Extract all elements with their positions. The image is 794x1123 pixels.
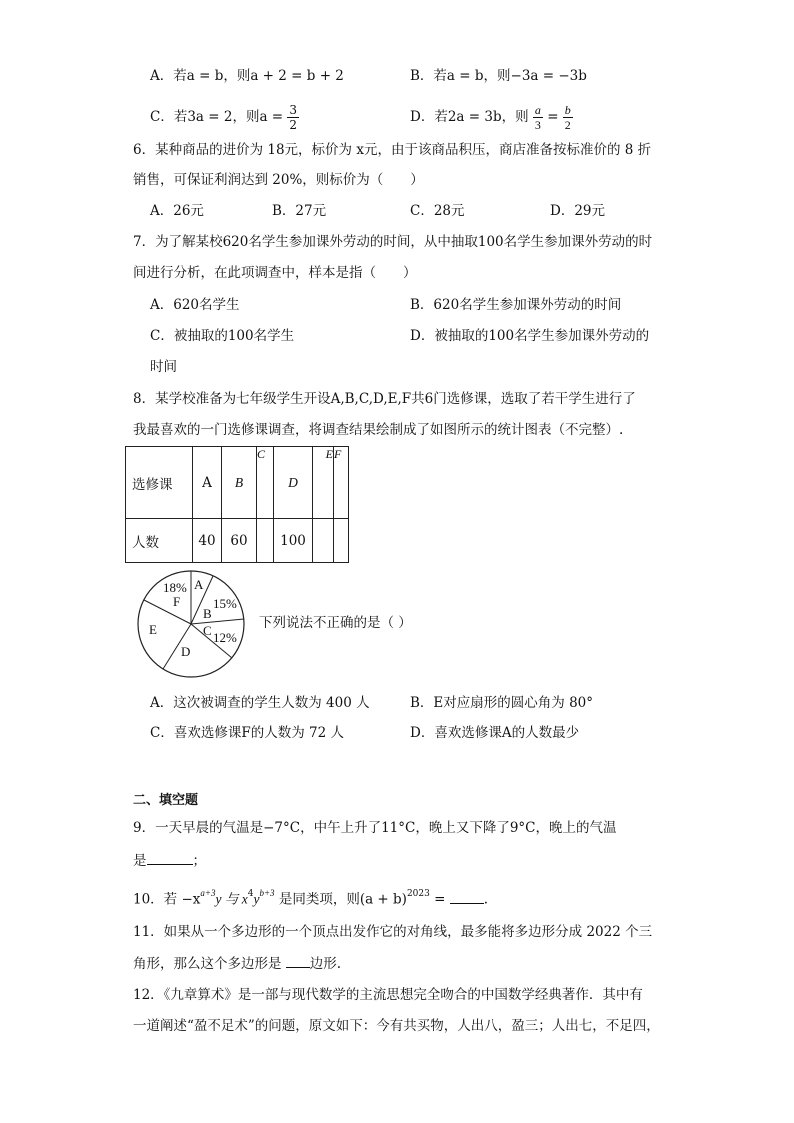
q6-option-d: D．29元 bbox=[550, 203, 606, 219]
pie-label-a: A bbox=[194, 577, 204, 592]
table-cell-f-count bbox=[334, 519, 349, 563]
equals-sign: = bbox=[547, 109, 559, 125]
fraction-numerator: a bbox=[534, 103, 541, 117]
q6-option-b: B．27元 bbox=[272, 203, 327, 219]
table-cell-a-count: 40 bbox=[193, 519, 222, 563]
fraction-denominator: 2 bbox=[289, 118, 298, 132]
q9-line2-text: 是 bbox=[133, 853, 147, 869]
q5-option-d bbox=[410, 100, 573, 134]
fraction-denominator: 2 bbox=[564, 118, 571, 132]
q8-option-d: D．喜欢选修课A的人数最少 bbox=[410, 725, 580, 741]
pie-label-c: C bbox=[203, 623, 212, 638]
q5-option-d-fraction-left bbox=[533, 103, 543, 132]
q10-prefix: 10．若 −x bbox=[133, 891, 201, 908]
table-header-course: 选修课 bbox=[126, 447, 193, 519]
q7-option-d: D．被抽取的100名学生参加课外劳动的 bbox=[410, 328, 650, 344]
section-title-fill-in: 二、填空题 bbox=[133, 793, 199, 808]
table-header-e: E bbox=[313, 447, 334, 519]
q12-stem-line1: 12．《九章算术》是一部与现代数学的主流思想完全吻合的中国数学经典著作．其中有 bbox=[133, 987, 643, 1003]
q10-exponent-2: 4 bbox=[247, 889, 254, 899]
q7-option-c: C．被抽取的100名学生 bbox=[150, 328, 295, 344]
q8-stem-line2: 我最喜欢的一门选修课调查，将调查结果绘制成了如图所示的统计图表（不完整）. bbox=[133, 422, 624, 438]
table-header-d: D bbox=[274, 447, 313, 519]
q5-option-c-text: C．若3a = 2，则a = bbox=[150, 109, 284, 125]
q10-term-3: 是同类项，则(a + b) bbox=[274, 891, 407, 908]
pie-label-f: F bbox=[173, 594, 181, 609]
q10-equals: = bbox=[429, 891, 446, 908]
q6-option-a: A．26元 bbox=[150, 203, 204, 219]
answer-blank bbox=[450, 889, 484, 904]
q6-stem-line2: 销售，可保证利润达到 20%，则标价为（ ） bbox=[133, 172, 424, 188]
q6-option-c: C．28元 bbox=[410, 203, 465, 219]
q10-exponent-3: b+3 bbox=[259, 888, 275, 898]
q5-option-d-text: D．若2a = 3b，则 bbox=[410, 109, 529, 125]
pie-label-d: D bbox=[181, 644, 191, 659]
table-cell-e-count bbox=[313, 519, 334, 563]
q9-stem-line2 bbox=[133, 850, 206, 871]
q9-stem-line1: 9．一天早晨的气温是−7°C，中午上升了11°C，晚上又下降了9°C，晚上的气温 bbox=[133, 820, 617, 836]
table-cell-d-count: 100 bbox=[274, 519, 313, 563]
answer-blank bbox=[286, 953, 310, 968]
elective-count-table bbox=[125, 446, 349, 563]
q11-stem-line1: 11．如果从一个多边形的一个顶点出发作它的对角线，最多能将多边形分成 2022 个三 bbox=[133, 924, 653, 940]
q8-option-c: C．喜欢选修课F的人数为 72 人 bbox=[150, 725, 344, 741]
q9-line2-end: ； bbox=[192, 853, 206, 869]
elective-pie-chart bbox=[128, 568, 258, 680]
q7-option-a: A．620名学生 bbox=[150, 297, 240, 313]
q5-option-a: A．若a = b，则a + 2 = b + 2 bbox=[150, 68, 344, 84]
q8-option-a: A．这次被调查的学生人数为 400 人 bbox=[150, 695, 370, 711]
pie-label-e: E bbox=[149, 622, 157, 637]
q5-option-d-fraction-right bbox=[563, 103, 573, 132]
q10-exponent-1: a+3 bbox=[200, 888, 216, 898]
q5-option-c-fraction bbox=[287, 103, 299, 132]
q6-stem-line1: 6．某种商品的进价为 18元，标价为 x元，由于该商品积压，商店准备按标准价的 8 折 bbox=[133, 142, 652, 158]
answer-blank bbox=[147, 850, 193, 865]
q7-option-d-continued: 时间 bbox=[150, 359, 177, 375]
q12-stem-line2: 一道阐述“盈不足术”的问题，原文如下：今有共买物，人出八，盈三；人出七，不足四， bbox=[133, 1018, 660, 1034]
fraction-numerator: 3 bbox=[289, 103, 298, 117]
pie-label-18pct: 18% bbox=[163, 580, 187, 595]
table-cell-b-count: 60 bbox=[222, 519, 257, 563]
fraction-denominator: 3 bbox=[534, 118, 541, 132]
pie-label-15pct: 15% bbox=[213, 596, 237, 611]
table-header-a: A bbox=[193, 447, 222, 519]
pie-label-12pct: 12% bbox=[213, 630, 237, 645]
q5-option-c bbox=[150, 100, 299, 134]
q8-stem-line1: 8．某学校准备为七年级学生开设A,B,C,D,E,F共6门选修课，选取了若干学生进行了 bbox=[133, 391, 636, 407]
q11-stem-line2 bbox=[133, 953, 341, 974]
q11-line2-end: 边形. bbox=[309, 956, 342, 972]
q10-exponent-4: 2023 bbox=[406, 889, 430, 899]
q7-option-b: B．620名学生参加课外劳动的时间 bbox=[410, 297, 622, 313]
q10-period: . bbox=[483, 891, 489, 908]
table-header-b: B bbox=[222, 447, 257, 519]
q10-stem bbox=[133, 885, 488, 910]
q5-option-b: B．若a = b，则−3a = −3b bbox=[410, 68, 587, 84]
table-row-label-count: 人数 bbox=[126, 519, 193, 563]
q7-stem-line1: 7．为了解某校620名学生参加课外劳动的时间，从中抽取100名学生参加课外劳动的时 bbox=[133, 234, 653, 250]
q7-stem-line2: 间进行分析，在此项调查中，样本是指（ ） bbox=[133, 265, 417, 281]
pie-label-b: B bbox=[203, 606, 212, 621]
table-header-f: F bbox=[334, 447, 349, 519]
q10-term-1: y 与 x bbox=[215, 891, 248, 907]
q10-term-2: y bbox=[253, 891, 260, 907]
q11-line2-text: 角形，那么这个多边形是 bbox=[133, 956, 286, 972]
table-cell-c-count bbox=[257, 519, 274, 563]
table-header-c: C bbox=[257, 447, 274, 519]
q8-question-prompt: 下列说法不正确的是（ ） bbox=[259, 615, 412, 631]
fraction-numerator: b bbox=[564, 103, 571, 117]
q8-option-b: B．E对应扇形的圆心角为 80° bbox=[410, 695, 593, 711]
